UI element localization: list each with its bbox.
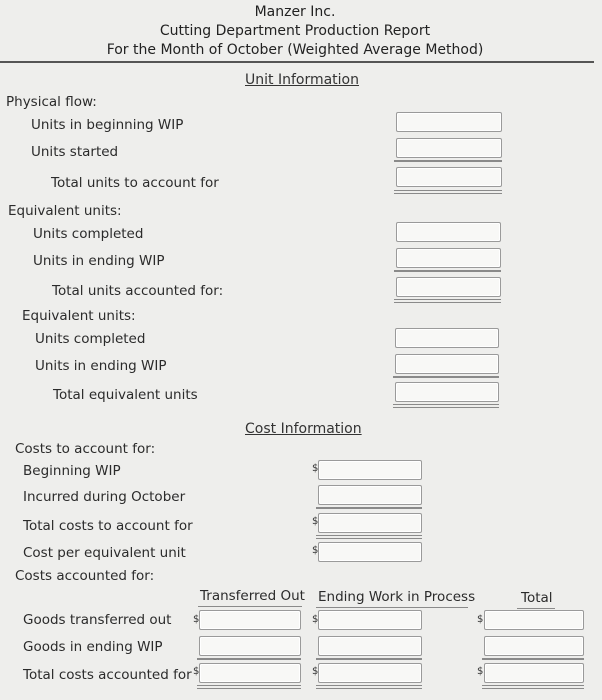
col-header-ending-wip: Ending Work in Process [318,589,476,605]
costs-accounted-label: Costs accounted for: [15,568,155,584]
physical-flow-label: Physical flow: [6,94,97,110]
equiv-units-ending-wip-input[interactable] [395,354,499,374]
total-goods-transferred-input[interactable] [484,610,584,630]
cost-information-heading: Cost Information [245,421,362,437]
ending-wip-goods-ending-input[interactable] [318,636,422,656]
dollar-sign: $ [312,545,319,556]
dollar-sign: $ [312,463,319,474]
double-underline-bottom [394,302,501,303]
total-units-accounted-input[interactable] [396,277,501,297]
subtotal-line [197,658,301,660]
double-underline-top [394,190,502,191]
total-equivalent-units-label: Total equivalent units [53,387,198,403]
dollar-sign: $ [193,614,200,625]
total-costs-accounted-input[interactable] [484,663,584,683]
goods-ending-wip-label: Goods in ending WIP [23,639,163,655]
subtotal-line [394,270,501,272]
subtotal-line [393,376,499,378]
report-period: For the Month of October (Weighted Average Method) [106,42,484,58]
col-header-total: Total [521,590,553,606]
units-started-label: Units started [31,144,119,160]
units-started-input[interactable] [396,138,502,158]
transferred-out-total-input[interactable] [199,663,301,683]
units-ending-wip-input[interactable] [396,248,501,268]
total-units-to-account-label: Total units to account for [51,175,219,191]
double-underline-top [393,404,499,405]
equiv-units-ending-wip-label: Units in ending WIP [35,358,167,374]
double-underline-top [197,685,301,686]
subtotal-line [316,507,422,509]
dollar-sign: $ [477,666,484,677]
double-underline-bottom [316,688,422,689]
total-units-to-account-input[interactable] [396,167,502,187]
subtotal-line [394,160,502,162]
double-underline-bottom [393,407,499,408]
cost-per-eu-input[interactable] [318,542,422,562]
double-underline-top [316,535,422,536]
double-underline-bottom [316,538,422,539]
costs-to-account-label: Costs to account for: [15,441,156,457]
beginning-wip-label: Beginning WIP [23,463,121,479]
units-beginning-wip-label: Units in beginning WIP [31,117,184,133]
double-underline-bottom [394,193,502,194]
equiv-units-completed-label: Units completed [35,331,146,347]
incurred-october-label: Incurred during October [23,489,186,505]
incurred-october-cost-input[interactable] [318,485,422,505]
total-goods-ending-input[interactable] [484,636,584,656]
dollar-sign: $ [193,666,200,677]
total-costs-to-account-input[interactable] [318,513,422,533]
total-costs-accounted-label: Total costs accounted for [23,667,192,683]
total-costs-to-account-label: Total costs to account for [23,518,193,534]
units-completed-input[interactable] [396,222,501,242]
dollar-sign: $ [312,516,319,527]
unit-information-heading: Unit Information [245,72,359,88]
double-underline-top [394,299,501,300]
dollar-sign: $ [312,666,319,677]
subtotal-line [316,658,422,660]
equivalent-units-label: Equivalent units: [8,203,122,219]
col-underline [316,607,468,608]
double-underline-top [316,685,422,686]
double-underline-bottom [482,688,584,689]
col-underline [198,606,302,607]
equiv-units-completed-input[interactable] [395,328,499,348]
company-name: Manzer Inc. [254,4,336,20]
units-ending-wip-label: Units in ending WIP [33,253,165,269]
total-units-accounted-label: Total units accounted for: [52,283,224,299]
ending-wip-total-input[interactable] [318,663,422,683]
header-divider [0,61,594,63]
transferred-out-goods-transferred-input[interactable] [199,610,301,630]
ending-wip-goods-transferred-input[interactable] [318,610,422,630]
goods-transferred-label: Goods transferred out [23,612,172,628]
transferred-out-goods-ending-input[interactable] [199,636,301,656]
dollar-sign: $ [312,614,319,625]
dollar-sign: $ [477,614,484,625]
equivalent-units-label-2: Equivalent units: [22,308,136,324]
col-underline [517,608,555,609]
double-underline-bottom [197,688,301,689]
units-beginning-wip-input[interactable] [396,112,502,132]
total-equivalent-units-input[interactable] [395,382,499,402]
cost-per-eu-label: Cost per equivalent unit [23,545,186,561]
col-header-transferred-out: Transferred Out [200,588,305,604]
double-underline-top [482,685,584,686]
units-completed-label: Units completed [33,226,144,242]
beginning-wip-cost-input[interactable] [318,460,422,480]
subtotal-line [482,658,584,660]
report-title: Cutting Department Production Report [159,23,431,39]
